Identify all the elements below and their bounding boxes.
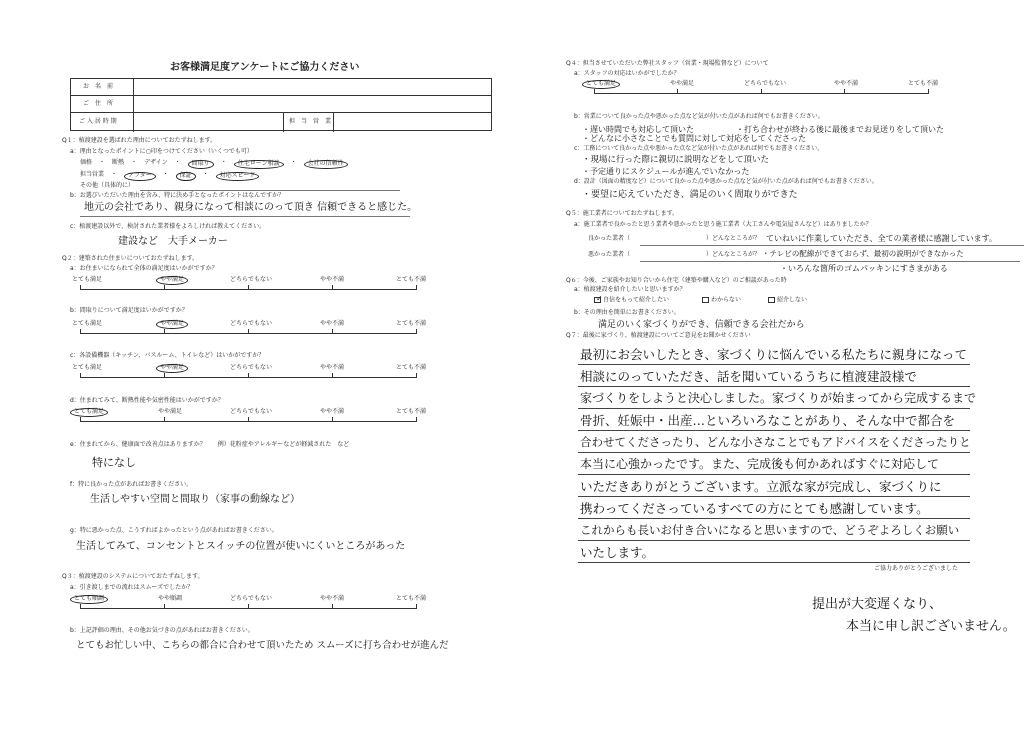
q6b-prompt: b：その理由を簡単にお書きください。	[574, 309, 680, 316]
scale-label-neutral: どちらでもない	[230, 320, 272, 327]
scale-label-very-unsatisfied: とても不満	[396, 276, 427, 283]
q1-options-row1	[80, 160, 348, 169]
q3a-prompt: a：引き渡しまでの流れはスムーズでしたか？	[70, 584, 194, 591]
separator: ・	[202, 171, 209, 178]
q4d-prompt: d：設計（図面の精度など）について良かった点や悪かった点など気が付いた点があれば何でもお書きください。	[574, 178, 878, 185]
staff-label: 担 当 営 業	[289, 118, 332, 125]
checkbox-checked: ✓	[596, 294, 603, 303]
scale-label-very-satisfied-circled: とても満足	[70, 408, 108, 417]
q6-opt1	[594, 294, 670, 304]
q7-line-5: 合わせてくださったり、どんな小さなことでもアドバイスをくださったりと	[580, 435, 971, 449]
q3-heading: Q３：植渡建設のシステムについておたずねします。	[62, 573, 204, 580]
q2c-scale	[72, 364, 427, 383]
late-note-line1: 提出が大変遅くなり、	[812, 597, 943, 612]
survey-title: お客様満足度アンケートにご協力ください	[170, 62, 360, 73]
q2g-prompt: g：特に悪かった点、こうすればよかったという点があればお書きください。	[70, 527, 278, 534]
checkbox	[768, 297, 775, 303]
q5-good-label: 良かった業者（	[588, 235, 631, 242]
scale-label-unsatisfied: やや不満	[320, 364, 345, 371]
q6-opt2	[702, 297, 741, 304]
option-label: 自信をもって紹介したい	[603, 296, 670, 304]
scale-label-neutral: どちらでもない	[230, 595, 272, 602]
opt-design: デザイン	[144, 159, 168, 166]
scale-label-very-smooth-circled: とても順調	[70, 595, 108, 604]
scale-label-very-satisfied-circled: とても満足	[582, 80, 620, 89]
q7-answer-block	[578, 344, 977, 564]
opt-insulation: 断熱	[112, 159, 125, 166]
q4b-answer1: ・遅い時間でも対応して頂いた	[582, 125, 694, 134]
q5-bad-answer1: ・テレビの配線ができておらず、最初の説明ができなかった	[762, 249, 964, 258]
checkbox	[702, 297, 709, 303]
separator: ・	[99, 159, 106, 166]
q5-good-answer: ていねいに作業していただき、全ての業者様に感謝しています。	[766, 234, 998, 243]
q2c-prompt: c：各設備機器（キッチン、バスルーム、トイレなど）はいかがですか？	[70, 352, 265, 359]
scale-label-very-satisfied: とても満足	[72, 320, 103, 327]
q4c-prompt: c：工務について良かった点や悪かった点など気が付いた点があれば何でもお書きください。	[574, 145, 824, 152]
move-in-label: ご 入 居 時 期	[79, 118, 117, 125]
scale-label-unsatisfied: やや不満	[834, 80, 859, 87]
address-row	[71, 96, 491, 113]
scale-label-unsatisfied: やや不満	[320, 276, 345, 283]
scale-label-neutral: どちらでもない	[744, 80, 786, 87]
q6-opt3	[768, 297, 807, 304]
separator: ・	[290, 159, 297, 166]
q5a-prompt: a：施工業者で良かったと思う業者や悪かったと思う施工業者（大工さんや電気屋さんなど）はありましたか？	[574, 221, 872, 228]
scale-label-unsatisfied: やや不満	[320, 320, 345, 327]
q3b-answer: とてもお忙しい中、こちらの都合に合わせて頂いたため スムーズに打ち合わせが進んだ	[76, 640, 449, 651]
q2d-prompt: d：住まれてみて、断熱性能や気密性能はいかがですか？	[70, 397, 224, 404]
name-row	[71, 79, 491, 96]
q2a-prompt: a：お住まいになられて全体の満足度はいかがですか？	[70, 265, 218, 272]
scale-label-unsatisfied: やや不満	[320, 408, 345, 415]
q2f-prompt: f：特に良かった点があればお書きください。	[70, 481, 193, 488]
q4a-prompt: a：スタッフの対応はいかがでしたか？	[574, 70, 680, 77]
separator: ・	[162, 171, 169, 178]
q6-heading: Q６：今後、ご家族やお知り合いから住宅（建築や購入など）のご相談があった時	[566, 277, 787, 284]
q1-other-line	[140, 190, 400, 191]
q2-heading: Q２：建築された住まいについておたずねします。	[62, 255, 199, 262]
q1-heading: Q１：植渡建設を選ばれた理由についておたずねします。	[62, 137, 217, 144]
q1c-answer: 建設など 大手メーカー	[118, 236, 228, 247]
scale-label-very-satisfied: とても満足	[72, 364, 103, 371]
q5-bad-line	[640, 261, 1020, 262]
q4a-scale	[586, 80, 939, 99]
q1a-prompt: a：理由となったポイントに○印をつけてください（いくつでも可）	[70, 148, 253, 155]
q1b-line	[80, 216, 410, 217]
q1-options-row2	[80, 172, 259, 181]
q2b-prompt: b：間取りについて満足度はいかがですか？	[70, 307, 188, 314]
q1c-prompt: c：植渡建設以外で、検討された業者様をよろしければ教えてください。	[70, 223, 266, 230]
option-label: わからない	[711, 296, 742, 304]
scale-label-satisfied: やや満足	[670, 80, 695, 87]
scale-label-unsatisfied: やや不満	[320, 595, 345, 602]
q4-heading: Q４：担当させていただいた弊社スタッフ（営業・現場監督など）について	[566, 60, 769, 67]
thanks-note: ご協力ありがとうございました	[874, 565, 959, 572]
q2e-answer: 特になし	[92, 456, 136, 469]
opt-loan-circled: 住宅ローン相談	[234, 160, 284, 169]
late-note-line2: 本当に申し訳ございません。	[846, 619, 1016, 634]
q2g-answer: 生活してみて、コンセントとスイッチの位置が使いにくいところがあった	[76, 541, 406, 552]
separator: ・	[174, 159, 181, 166]
opt-trust-circled: 会社の信頼性	[304, 160, 348, 169]
opt-sales-staff: 担当営業	[80, 171, 105, 178]
opt-speed-circled: 対応スピード	[216, 172, 260, 181]
q2a-scale	[72, 276, 427, 295]
scale-label-very-unsatisfied: とても不満	[396, 408, 427, 415]
q6a-prompt: a：植渡建設を紹介したいと思いますか？	[574, 286, 686, 293]
option-label: 紹介しない	[777, 296, 808, 304]
scale-label-very-unsatisfied: とても不満	[908, 80, 939, 87]
q5-bad-hint: ）どんなところが？	[706, 251, 761, 258]
q4b-prompt: b：営業について良かった点や悪かった点など気が付いた点があれば何でもお書きください。	[574, 113, 824, 120]
q5-bad-answer2: ・いろんな箇所のゴムパッキンにすきまがある	[780, 264, 948, 273]
q7-line-9: これからも長いお付き合いになると思いますので、どうぞよろしくお願い	[580, 523, 960, 537]
customer-info-table	[70, 78, 492, 131]
q7-line-8: 携わってくださっているすべての方にとても感謝しています。	[580, 501, 929, 516]
q4c-answer1: ・現場に行った際に親切に説明などをして頂いた	[582, 155, 770, 165]
opt-floorplan-circled: 間取り	[188, 160, 214, 169]
scale-label-satisfied: やや満足	[158, 408, 183, 415]
scale-label-neutral: どちらでもない	[230, 408, 272, 415]
q4b-answer2: ・打ち合わせが終わる後に最後までお見送りをして頂いた	[736, 125, 944, 134]
q5-good-line	[640, 245, 1024, 246]
q7-heading: Q７：最後に家づくり、植渡建設についてご意見をお聞かせください	[566, 332, 751, 339]
q7-line-2: 相談にのっていただき、話を聞いているうちに植渡建設様で	[580, 369, 917, 384]
scale-label-neutral: どちらでもない	[230, 276, 272, 283]
opt-warranty-circled: 保証	[176, 172, 196, 181]
q1b-answer: 地元の会社であり、親身になって相談にのって頂き 信頼できると感じた。	[84, 202, 418, 213]
scale-label-satisfied-circled: やや満足	[156, 320, 188, 329]
q2d-scale	[74, 408, 427, 427]
opt-after-circled: アフター	[124, 172, 156, 181]
q4d-answer: ・要望に応えていただき、満足のいく間取りができた	[582, 190, 798, 200]
q4b-answer3: ・どんなに小さなことでも質問に対して対応をしてくださった	[582, 134, 806, 143]
scale-label-very-satisfied: とても満足	[72, 276, 103, 283]
separator: ・	[111, 171, 118, 178]
scale-label-very-unsatisfied: とても不満	[396, 364, 427, 371]
q2b-scale	[72, 320, 427, 339]
q1b-prompt: b：お選びいただいた理由を含み、特に決め手となったポイントはなんですか？	[70, 192, 285, 199]
scale-label-smooth: やや順調	[158, 595, 183, 602]
q7-line-6: 本当に心強かったです。また、完成後も何かあればすぐに対応して	[580, 457, 940, 471]
q5-good-hint: ）どんなところが？	[706, 235, 761, 242]
q4c-answer2: ・予定通りにスケジュールが進んでいなかった	[582, 167, 750, 176]
scale-label-very-unsatisfied: とても不満	[396, 595, 427, 602]
q7-line-7: いただきありがとうございます。立派な家が完成し、家づくりに	[580, 479, 942, 494]
name-label: お 名 前	[83, 83, 114, 90]
q3b-prompt: b：上記評価の理由、その他お気づきの点があればお書きください。	[70, 627, 254, 634]
separator: ・	[220, 159, 227, 166]
q5-heading: Q５：施工業者についておたずねします。	[566, 210, 679, 217]
scale-label-satisfied-circled: やや満足	[156, 364, 188, 373]
q5-bad-label: 悪かった業者（	[588, 251, 631, 258]
scale-label-satisfied-circled: やや満足	[156, 276, 188, 285]
q1-other-label: その他（具体的に）	[80, 182, 135, 189]
q7-line-4: 骨折、妊娠中・出産…といろいろなことがあり、そんな中で都合を	[580, 413, 956, 428]
q3a-scale	[74, 595, 427, 614]
address-label: ご 住 所	[83, 100, 114, 107]
q6b-answer: 満足のいく家づくりができ、信頼できる会社だから	[598, 320, 805, 330]
scale-label-very-unsatisfied: とても不満	[396, 320, 427, 327]
scale-label-neutral: どちらでもない	[230, 364, 272, 371]
separator: ・	[131, 159, 138, 166]
opt-price: 価格	[80, 159, 93, 166]
q7-line-1: 最初にお会いしたとき、家づくりに悩んでいる私たちに親身になって	[580, 347, 968, 362]
q7-line-3: 家づくりをしようと決心しました。家づくりが始まってから完成するまで	[580, 391, 977, 405]
q7-line-10: いたします。	[580, 545, 655, 560]
q2f-answer: 生活しやすい空間と間取り（家事の動線など）	[90, 494, 300, 505]
q2e-prompt: e：住まれてから、健康面で改善点はありますか？ 例）花粉症やアレルギーなどが軽減された など	[70, 441, 350, 448]
